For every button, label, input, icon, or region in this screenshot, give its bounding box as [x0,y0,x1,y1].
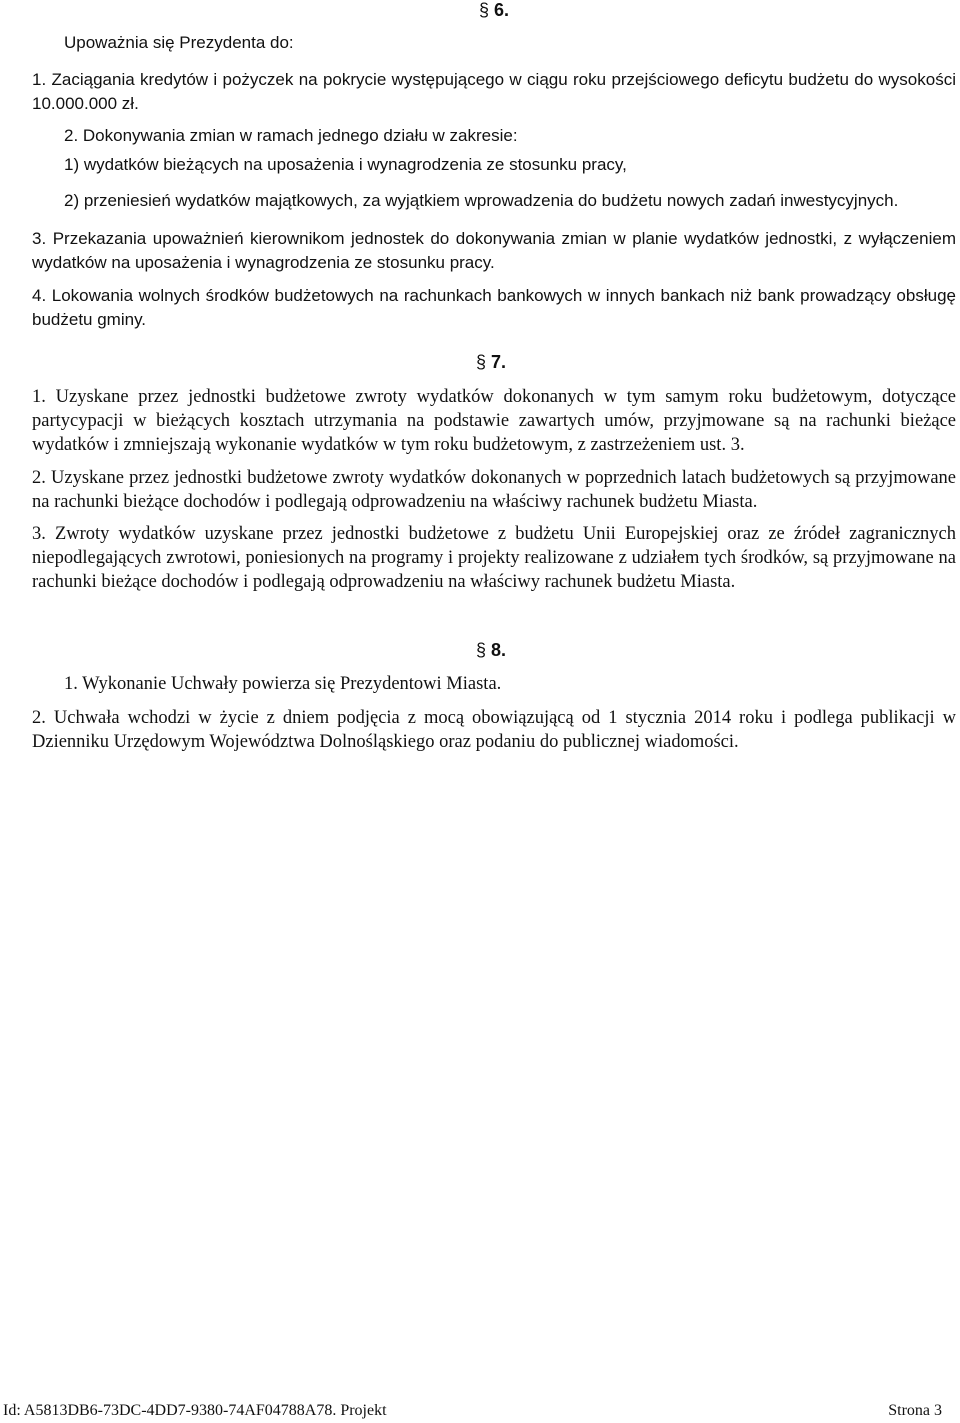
section-6-item-2-sub-2: 2) przeniesień wydatków majątkowych, za wyjątkiem wprowadzenia do budżetu nowych zadań inwestycyjnych. [64,191,899,210]
section-8-item-2: 2. Uchwała wchodzi w życie z dniem podjęcia z mocą obowiązującą od 1 stycznia 2014 roku i podlega publikacji w Dzienniku Urzędowym Województwa Dolnośląskiego oraz podaniu do publicznej wiadomości. [32,708,956,752]
section-7-number: 7. [491,352,507,372]
section-6-item-1: 1. Zaciągania kredytów i pożyczek na pokrycie występującego w ciągu roku przejściowego deficytu budżetu do wysokości 10.000.000 zł. [32,70,956,113]
section-7-heading: § 7. [476,352,507,372]
section-6-item-4: 4. Lokowania wolnych środków budżetowych na rachunkach bankowych w innych bankach niż bank prowadzący obsługę budżetu gminy. [32,286,956,329]
section-7-item-1: 1. Uzyskane przez jednostki budżetowe zwroty wydatków dokonanych w tym samym roku budżetowym, dotyczące partycypacji w bieżących kosztach utrzymania na podstawie zawartych umów, przyjmowane są na rachunki bieżące wydatków i zmniejszają wykonanie wydatków w tym roku budżetowym, z zastrzeżeniem ust. 3. [32,387,956,455]
section-6-item-2: 2. Dokonywania zmian w ramach jednego działu w zakresie: [64,126,518,145]
section-7-item-2: 2. Uzyskane przez jednostki budżetowe zwroty wydatków dokonanych w poprzednich latach budżetowych są przyjmowane na rachunki bieżące dochodów i podlegają odprowadzeniu na właściwy rachunek budżetu Miasta. [32,468,956,512]
section-6-item-2-sub-1: 1) wydatków bieżących na uposażenia i wynagrodzenia ze stosunku pracy, [64,155,627,174]
section-6-number: 6. [494,0,510,20]
section-8-number: 8. [491,640,507,660]
section-8-item-1: 1. Wykonanie Uchwały powierza się Prezydentowi Miasta. [64,674,502,694]
section-7-item-3: 3. Zwroty wydatków uzyskane przez jednostki budżetowe z budżetu Unii Europejskiej oraz ze źródeł zagranicznych niepodlegających zwrotowi, poniesionych na programy i projekty realizowane z udziałem tych środków, są przyjmowane na rachunki bieżące dochodów i podlegają odprowadzeniu na właściwy rachunek budżetu Miasta. [32,524,956,592]
section-8-heading: § 8. [476,640,507,660]
section-6-item-3: 3. Przekazania upoważnień kierownikom jednostek do dokonywania zmian w planie wydatków jednostki, z wyłączeniem wydatków na uposażenia i wynagrodzenia ze stosunku pracy. [32,229,956,272]
section-6-heading: § 6. [479,0,510,20]
footer-page-number: Strona 3 [888,1402,942,1419]
footer-document-id: Id: A5813DB6-73DC-4DD7-9380-74AF04788A78. Projekt [3,1402,387,1419]
section-6-intro: Upoważnia się Prezydenta do: [64,33,294,52]
